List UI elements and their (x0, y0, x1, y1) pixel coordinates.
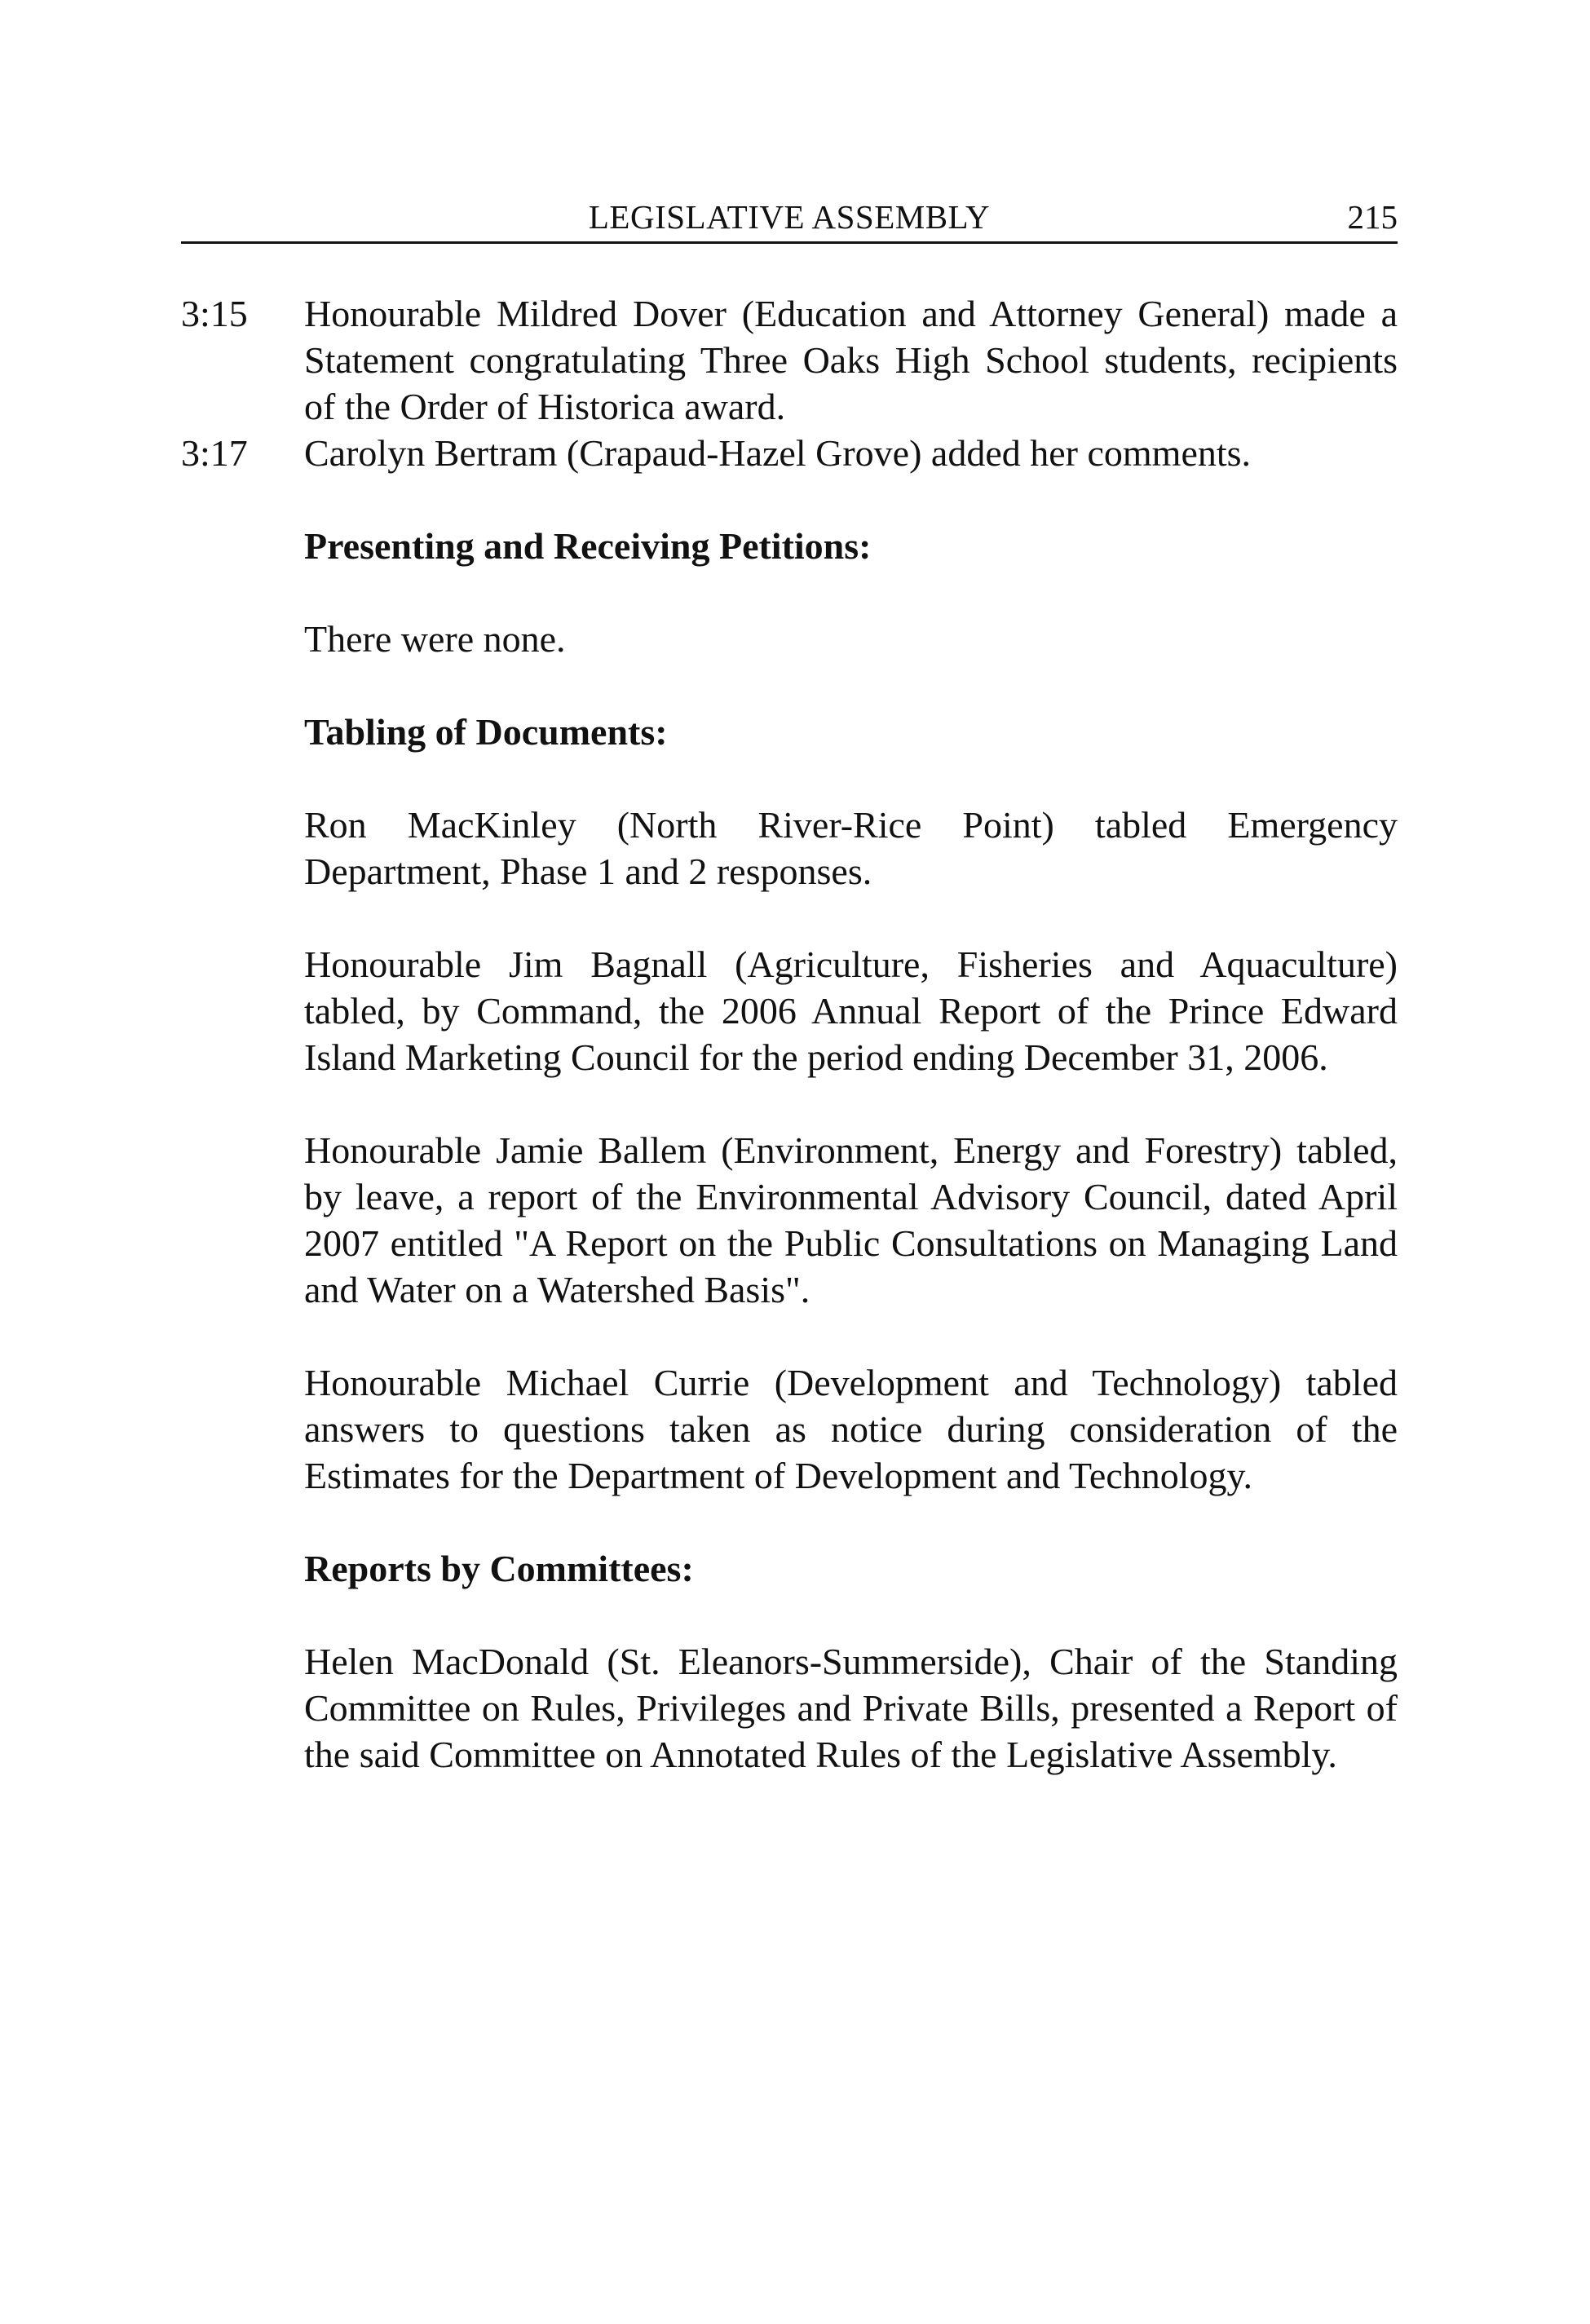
running-header (181, 194, 1398, 244)
paragraph: Ron MacKinley (North River-Rice Point) tabled Emergency Department, Phase 1 and 2 responses. (304, 804, 1398, 892)
entry-time: 3:15 (181, 293, 248, 334)
entry-text: Honourable Mildred Dover (Education and Attorney General) made a Statement congratulating Three Oaks High School students, recipients of the Order of Historica award. (304, 293, 1398, 427)
timed-entry (181, 290, 1398, 430)
page-body (181, 290, 1398, 1778)
entry-text: Carolyn Bertram (Crapaud-Hazel Grove) added her comments. (304, 432, 1252, 474)
timed-entry (181, 430, 1398, 476)
entry-time: 3:17 (181, 432, 248, 474)
section-heading-petitions: Presenting and Receiving Petitions: (304, 525, 872, 567)
section-heading-committees: Reports by Committees: (304, 1548, 694, 1589)
header-title: LEGISLATIVE ASSEMBLY (588, 198, 991, 236)
paragraph: Honourable Jim Bagnall (Agriculture, Fisheries and Aquaculture) tabled, by Command, the 2006 Annual Report of the Prince Edward Island Marketing Council for the period ending December 31, 2006. (304, 943, 1398, 1078)
section-heading-tabling: Tabling of Documents: (304, 711, 668, 753)
paragraph: There were none. (304, 618, 566, 660)
page-number: 215 (1347, 198, 1398, 236)
paragraph: Honourable Jamie Ballem (Environment, Energy and Forestry) tabled, by leave, a report of the Environmental Advisory Council, dated April 2007 entitled "A Report on the Public Consultations on Managing Land and Water on a Watershed Basis". (304, 1129, 1398, 1310)
paragraph: Honourable Michael Currie (Development and Technology) tabled answers to questions taken as notice during consideration of the Estimates for the Department of Development and Technology. (304, 1362, 1398, 1496)
paragraph: Helen MacDonald (St. Eleanors-Summerside), Chair of the Standing Committee on Rules, Privileges and Private Bills, presented a Report of the said Committee on Annotated Rules of the Legislative Assembly. (304, 1641, 1398, 1775)
